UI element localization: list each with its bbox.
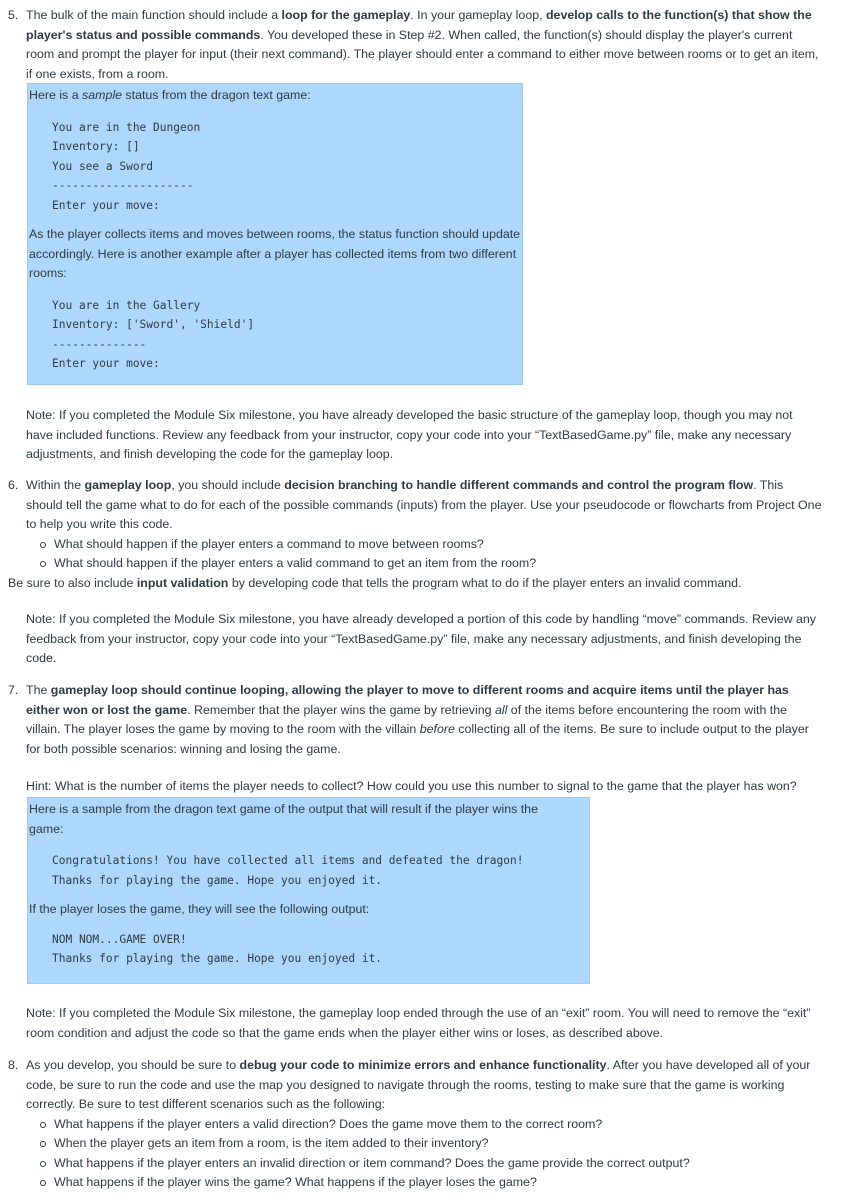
list-item: What happens if the player enters an invalid direction or item command? Does the game provide the correct output? — [26, 1154, 823, 1174]
step-5 — [8, 6, 823, 84]
step-7-text: The gameplay loop should continue looping, allowing the player to move to different rooms and acquire items until the player has either won or lost the game. Remember that the player wins the game by retrieving all of the items before encountering the room with the villain. The player loses the game by moving to the room with the villain before collecting all of the items. Be sure to include output to the player for both possible scenarios: winning and losing the game. — [26, 683, 809, 756]
note-step-7: Note: If you completed the Module Six milestone, the gameplay loop ended through the use of an “exit” room. You will need to remove the “exit” room condition and adjust the code so that the game ends when the player either wins or loses, as described above. — [26, 1006, 811, 1040]
list-item: What happens if the player enters a valid direction? Does the game move them to the correct room? — [26, 1115, 823, 1135]
sample-status-box — [27, 83, 523, 385]
box-mid-text: As the player collects items and moves between rooms, the status function should update accordingly. Here is another example after a player has collected items from two different rooms: — [29, 227, 521, 280]
list-item: What should happen if the player enters a command to move between rooms? — [26, 535, 823, 555]
step-number: 5. — [8, 8, 19, 22]
code-sample-lose: NOM NOM...GAME OVER! Thanks for playing the game. Hope you enjoyed it. — [52, 932, 383, 965]
step-6-text: Within the gameplay loop, you should include decision branching to handle different commands and control the program flow. This should tell the game what to do for each of the possible commands (inputs) from the player. Use your pseudocode or flowcharts from Project One to help you write this code. — [26, 478, 822, 531]
win-lose-output-box — [27, 797, 590, 984]
list-item: What happens if the player wins the game? What happens if the player loses the game? — [26, 1173, 823, 1193]
note-step-5: Note: If you completed the Module Six milestone, you have already developed the basic structure of the gameplay loop, though you may not have included functions. Review any feedback from your instructor, copy your code into your “TextBasedGame.py” file, make any necessary adjustments, and finish developing the code for the gameplay loop. — [26, 408, 793, 461]
code-sample-gallery: You are in the Gallery Inventory: ['Sword', 'Shield'] -------------- Enter your move: — [52, 298, 255, 370]
list-item: What should happen if the player enters a valid command to get an item from the room? — [26, 554, 823, 574]
input-validation-text: Be sure to also include input validation by developing code that tells the program what to do if the player enters an invalid command. — [8, 575, 742, 590]
list-item: When the player gets an item from a room, is the item added to their inventory? — [26, 1134, 823, 1154]
step-8-test-list — [26, 1115, 823, 1193]
box-intro: Here is a sample status from the dragon text game: — [29, 88, 311, 102]
step-8 — [8, 1056, 823, 1193]
step-number: 7. — [8, 683, 19, 697]
step-6 — [8, 476, 823, 593]
step-number: 8. — [8, 1058, 19, 1072]
step-7 — [8, 681, 823, 759]
step-5-text: The bulk of the main function should include a loop for the gameplay. In your gameplay loop, develop calls to the function(s) that show the player's status and possible commands. You developed these in Step #2. When called, the function(s) should display the player's current room and prompt the player for input (their next command). The player should enter a command to either move between rooms or to get an item, if one exists, from a room. — [26, 8, 819, 81]
box-mid-text: If the player loses the game, they will see the following output: — [29, 902, 370, 916]
step-number: 6. — [8, 478, 19, 492]
hint-text: Hint: What is the number of items the player needs to collect? How could you use this number to signal to the game that the player has won? — [26, 779, 797, 793]
note-step-6: Note: If you completed the Module Six milestone, you have already developed a portion of this code by handling “move” commands. Review any feedback from your instructor, copy your code into your “TextBasedGame.py” file, make any necessary adjustments, and finish developing the code. — [26, 612, 816, 665]
code-sample-dungeon: You are in the Dungeon Inventory: [] You see a Sword --------------------- Enter your move: — [52, 120, 201, 212]
step-8-text: As you develop, you should be sure to debug your code to minimize errors and enhance functionality. After you have developed all of your code, be sure to run the code and use the map you designed to navigate through the rooms, testing to make sure that the game is working correctly. Be sure to test different scenarios such as the following: — [26, 1058, 811, 1111]
code-sample-win: Congratulations! You have collected all items and defeated the dragon! Thanks for playing the game. Hope you enjoyed it. — [52, 854, 524, 887]
box-intro: Here is a sample from the dragon text game of the output that will result if the player wins the game: — [29, 802, 538, 836]
step-6-questions — [26, 535, 823, 574]
